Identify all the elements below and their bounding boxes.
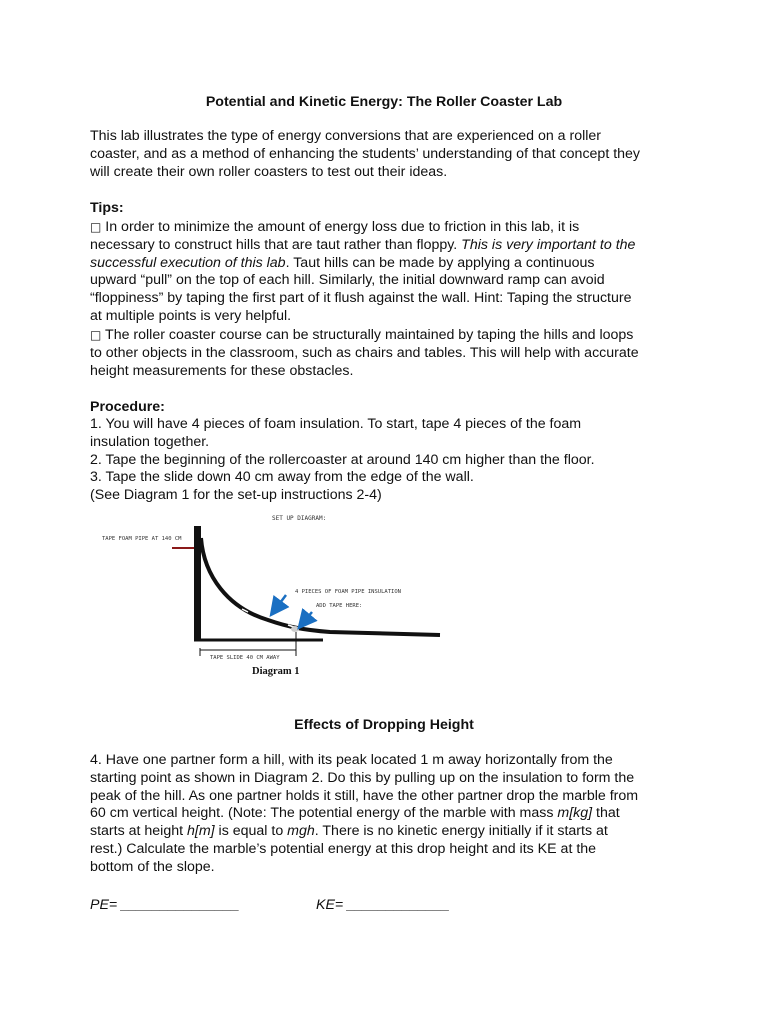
effects-line: 60 cm vertical height. (Note: The potential energy of the marble with mass <box>90 805 558 822</box>
tape-spot <box>291 626 299 632</box>
tip-emphasis: successful execution of this lab <box>90 254 286 271</box>
arrow-icon <box>274 595 286 611</box>
pe-answer-field <box>90 897 290 915</box>
effects-line: is equal to <box>214 823 288 840</box>
effects-line: rest.) Calculate the marble’s potential energy at this drop height and its KE at the <box>90 840 597 857</box>
diagram-caption: Diagram 1 <box>252 666 300 677</box>
tip-line: at multiple points is very helpful. <box>90 307 292 324</box>
tips-heading: Tips: <box>90 200 124 216</box>
mass-variable: m[kg] <box>557 805 593 822</box>
setup-diagram-svg <box>90 508 450 688</box>
tip-emphasis: This is very important to the <box>461 236 636 253</box>
procedure-line: (See Diagram 1 for the set-up instructions 2-4) <box>90 487 382 504</box>
tape-slide-label: TAPE SLIDE 40 CM AWAY <box>210 655 280 661</box>
effects-line: starts at height <box>90 823 187 840</box>
tip-line: upward “pull” on the top of each hill. Similarly, the initial downward ramp can avoid <box>90 272 605 289</box>
effects-line: bottom of the slope. <box>90 858 215 875</box>
procedure-line: insulation together. <box>90 433 210 450</box>
procedure-line: 3. Tape the slide down 40 cm away from the edge of the wall. <box>90 469 474 486</box>
intro-line: coaster, and as a method of enhancing the students’ understanding of that concept they <box>90 145 641 162</box>
effects-line: . There is no kinetic energy initially if it starts at <box>314 823 608 840</box>
tip-line: In order to minimize the amount of energy loss due to friction in this lab, it is <box>101 219 580 235</box>
tip-line: to other objects in the classroom, such as chairs and tables. This will help with accurate <box>90 344 639 361</box>
effects-heading: Effects of Dropping Height <box>294 717 474 733</box>
tip-two <box>90 327 690 380</box>
foam-pipe-track <box>201 538 440 635</box>
procedure-heading: Procedure: <box>90 399 165 415</box>
checkbox-glyph: □ <box>90 328 102 342</box>
intro-paragraph <box>90 128 690 181</box>
effects-paragraph <box>90 752 690 877</box>
procedure-line: 2. Tape the beginning of the rollercoaster at around 140 cm higher than the floor. <box>90 451 595 468</box>
procedure-line: 1. You will have 4 pieces of foam insulation. To start, tape 4 pieces of the foam <box>90 416 582 432</box>
ke-answer-label: KE= _____________ <box>316 897 450 913</box>
tape-pipe-label: TAPE FOAM PIPE AT 140 CM <box>102 536 182 542</box>
tip-one <box>90 219 690 326</box>
height-variable: h[m] <box>187 823 215 840</box>
effects-line: 4. Have one partner form a hill, with its peak located 1 m away horizontally from the <box>90 752 613 768</box>
tip-line: necessary to construct hills that are taut rather than floppy. <box>90 236 462 253</box>
intro-line: will create their own roller coasters to test out their ideas. <box>90 163 448 180</box>
tip-line: height measurements for these obstacles. <box>90 362 354 379</box>
add-tape-label: ADD TAPE HERE: <box>316 603 363 609</box>
tip-line: The roller coaster course can be structurally maintained by taping the hills and loops <box>101 327 634 343</box>
checkbox-glyph: □ <box>90 220 102 234</box>
formula: mgh <box>287 823 315 840</box>
setup-diagram <box>90 508 450 693</box>
procedure-steps <box>90 416 690 505</box>
effects-line: peak of the hill. As one partner holds it still, have the other partner drop the marble from <box>90 787 639 804</box>
foam-pieces-label: 4 PIECES OF FOAM PIPE INSULATION <box>295 589 401 595</box>
diagram-header: SET UP DIAGRAM: <box>272 515 327 522</box>
tip-line: “floppiness” by taping the first part of it flush against the wall. Hint: Taping the structure <box>90 290 632 307</box>
intro-line: This lab illustrates the type of energy conversions that are experienced on a roller <box>90 128 602 144</box>
effects-line: starting point as shown in Diagram 2. Do this by pulling up on the insulation to form the <box>90 769 635 786</box>
ke-answer-field <box>316 897 516 915</box>
pe-answer-label: PE= _______________ <box>90 897 240 913</box>
tip-line: . Taut hills can be made by applying a continuous <box>285 254 595 271</box>
page-title: Potential and Kinetic Energy: The Roller Coaster Lab <box>205 94 563 110</box>
arrow-icon <box>302 612 312 624</box>
effects-line: that <box>592 805 620 822</box>
